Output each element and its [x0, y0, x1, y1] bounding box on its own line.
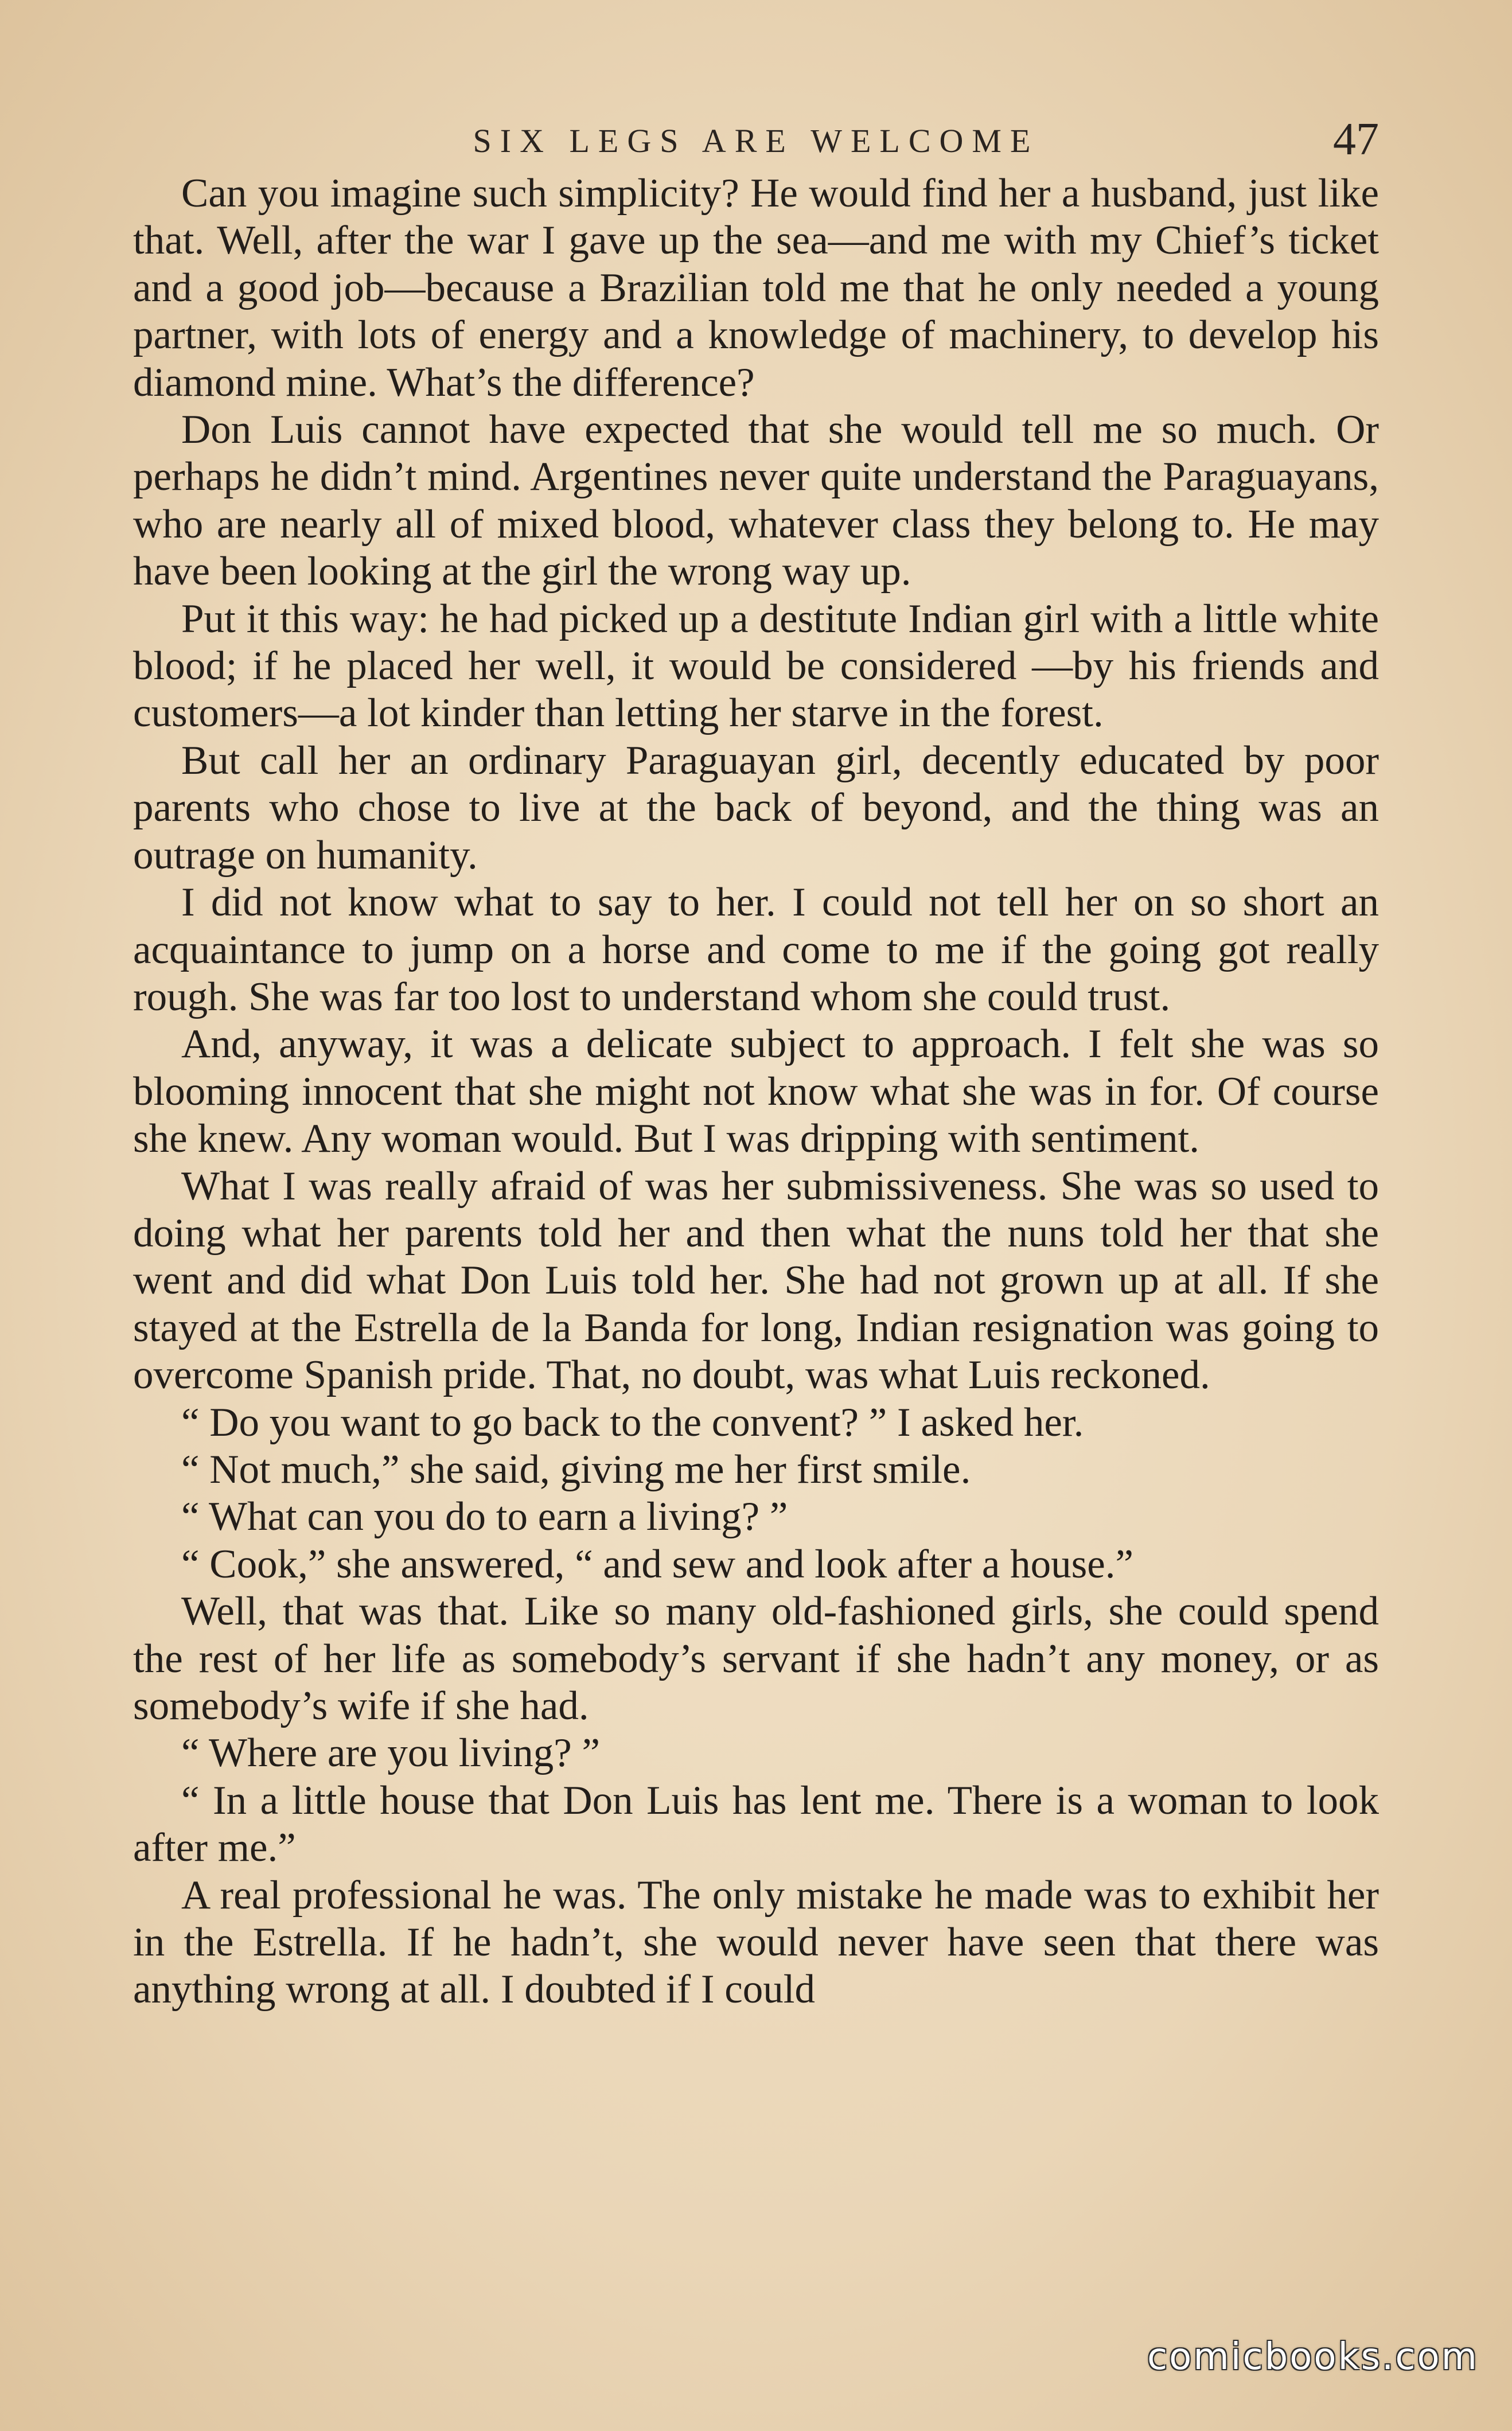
paragraph: Don Luis cannot have expected that she would tell me so much. Or perhaps he didn’t mind. Argentines never quite understand the Paraguayans, who are nearly all of mixed blood, whatever class they belong to. He may have been looking at the girl the wrong way up. [133, 407, 1379, 594]
body-text [133, 170, 1379, 2013]
paragraph: And, anyway, it was a delicate subject to approach. I felt she was so blooming innocent that she might not know what she was in for. Of course she knew. Any woman would. But I was dripping with sentiment. [133, 1022, 1379, 1162]
paragraph: But call her an ordinary Paraguayan girl, decently educated by poor parents who chose to live at the back of beyond, and the thing was an outrage on humanity. [133, 738, 1379, 878]
watermark-logo: comicbooks.com [1147, 2336, 1479, 2378]
paragraph: Well, that was that. Like so many old-fashioned girls, she could spend the rest of her life as somebody’s servant if she hadn’t any money, or as somebody’s wife if she had. [133, 1589, 1379, 1728]
dialogue-line: “ In a little house that Don Luis has lent me. There is a woman to look after me.” [133, 1778, 1379, 1871]
paragraph: A real professional he was. The only mistake he made was to exhibit her in the Estrella. If he hadn’t, she would never have seen that there was anything wrong at all. I doubted if I could [133, 1872, 1379, 2012]
dialogue-line: “ What can you do to earn a living? ” [181, 1494, 788, 1540]
dialogue-line: “ Not much,” she said, giving me her first smile. [181, 1447, 971, 1492]
dialogue-line: “ Do you want to go back to the convent? ” I asked her. [181, 1400, 1084, 1445]
page-number: 47 [1333, 114, 1379, 165]
dialogue-line: “ Cook,” she answered, “ and sew and look after a house.” [181, 1541, 1134, 1587]
running-title: SIX LEGS ARE WELCOME [473, 122, 1039, 159]
paragraph: I did not know what to say to her. I could not tell her on so short an acquaintance to jump on a horse and come to me if the going got really rough. She was far too lost to understand whom she could trust. [133, 880, 1379, 1019]
paragraph: Can you imagine such simplicity? He would find her a husband, just like that. Well, after the war I gave up the sea—and me with my Chief’s ticket and a good job—because a Brazilian told me that he only needed a young partner, with lots of energy and a knowledge of machinery, to develop his diamond mine. What’s the difference? [133, 171, 1379, 405]
dialogue-line: “ Where are you living? ” [181, 1731, 601, 1776]
page-header [133, 114, 1379, 177]
paragraph: What I was really afraid of was her submissiveness. She was so used to doing what her parents told her and then what the nuns told her that she went and did what Don Luis told her. She had not grown up at all. If she stayed at the Estrella de la Banda for long, Indian resignation was going to overcome Spanish pride. That, no doubt, was what Luis reckoned. [133, 1163, 1379, 1398]
paragraph: Put it this way: he had picked up a destitute Indian girl with a little white blood; if he placed her well, it would be considered —by his friends and customers—a lot kinder than letting her starve in the forest. [133, 596, 1379, 736]
